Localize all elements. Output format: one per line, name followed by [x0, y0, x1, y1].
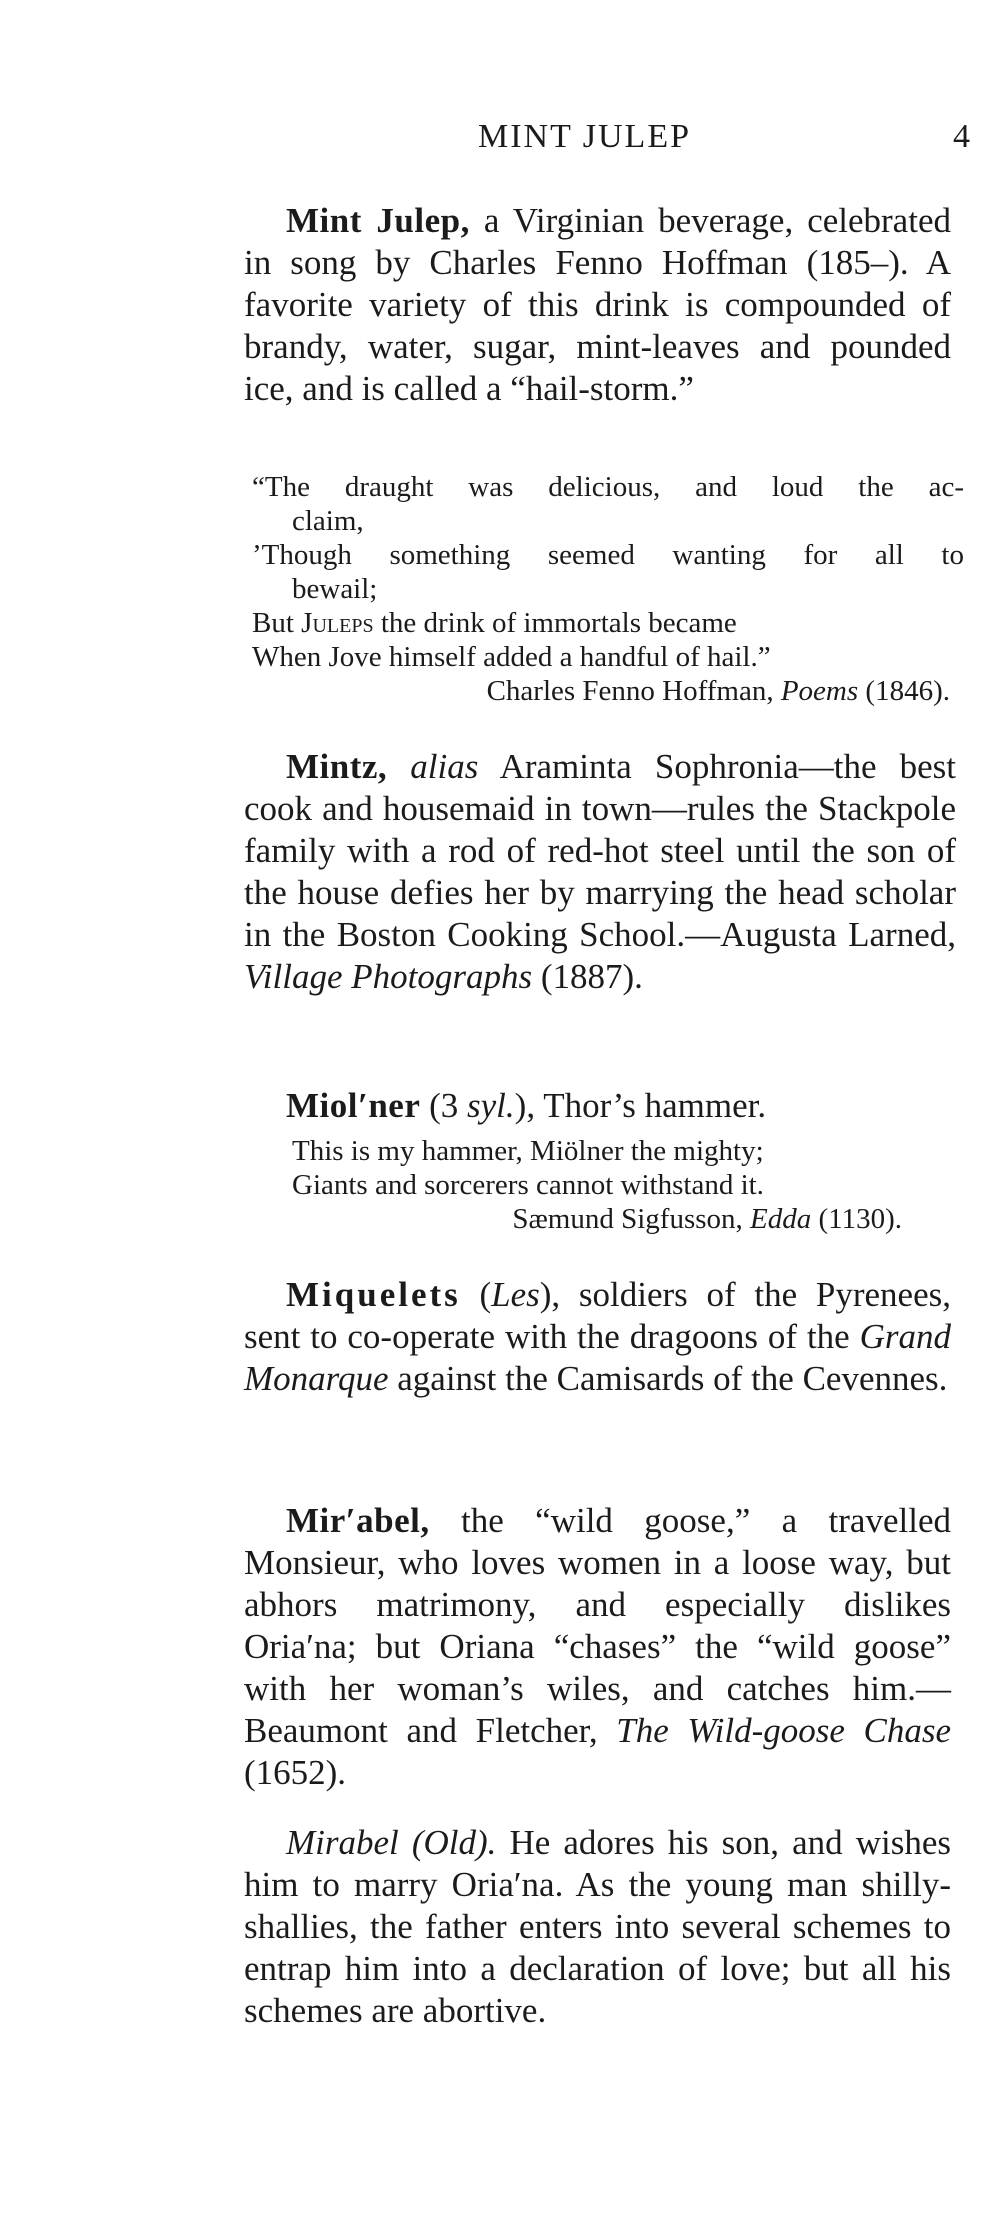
quote-attribution [292, 1202, 902, 1236]
entry-miquelets [244, 1274, 951, 1400]
entry-body [244, 1500, 951, 1794]
entry-body [244, 1822, 951, 2032]
attribution-year: (1130). [811, 1203, 902, 1235]
running-title: MINT JULEP [478, 118, 691, 155]
attribution-work: Edda [750, 1203, 812, 1235]
attribution-work: Poems [780, 675, 859, 707]
small-caps-word: Juleps [301, 607, 374, 639]
entry-text: ), Thor’s hammer. [514, 1086, 767, 1125]
entry-text: (1652). [244, 1753, 347, 1792]
headword: Mint Julep, [286, 201, 470, 240]
verse-line: ’Though something seemed wanting for all to [252, 539, 964, 571]
attribution-author: Charles Fenno Hoffman, [486, 675, 781, 707]
entry-mintz [244, 746, 956, 998]
alias-word: alias [410, 747, 479, 786]
attribution-year: (1846). [858, 675, 950, 707]
verse-line: Giants and sorcerers cannot withstand it. [292, 1169, 764, 1201]
attribution-author: Sæmund Sigfusson, [512, 1203, 751, 1235]
work-title: Village Photographs [244, 957, 533, 996]
verse-line: This is my hammer, Miölner the mighty; [292, 1135, 764, 1167]
entry-text: Araminta Sophronia—the best cook and housemaid in town—rules the Stackpole family with a rod of red-hot steel until the son of the house defies her by marrying the head scholar in the Boston Cooking School.—Augusta Larned, [244, 747, 956, 954]
page-number: 4 [953, 118, 970, 155]
verse-text: the drink of immortals became [373, 607, 737, 639]
entry-text: ( [460, 1275, 492, 1314]
abbreviation: syl. [467, 1086, 515, 1125]
headword: Mintz, [286, 747, 388, 786]
entry-text: (3 [420, 1086, 468, 1125]
entry-body [244, 746, 956, 998]
headword: Mirabel (Old). [286, 1823, 497, 1862]
entry-text: a Virginian beverage, celebrated in song by Charles Fenno Hoffman (185–). A favorite variety of this drink is compounded of brandy, water, sugar, mint-leaves and pounded ice, and is called a “hail-storm.” [244, 201, 951, 408]
entry-text: the “wild goose,” a travelled Monsieur, who loves women in a loose way, but abhors matrimony, and especially dislikes Oria′na; but Oriana “chases” the “wild goose” with her woman’s wiles, and catches him.—Beaumont and Fletcher, [244, 1501, 951, 1750]
headword: Miol′ner [286, 1086, 421, 1125]
entry-mirabel [244, 1500, 951, 1794]
verse-quote-mint-julep [252, 470, 964, 708]
entry-text: against the Camisards of the Cevennes. [388, 1359, 948, 1398]
work-title: Grand Monarque [244, 1317, 951, 1398]
verse-line: “The draught was delicious, and loud the ac- [252, 471, 964, 503]
entry-body [244, 1085, 951, 1127]
entry-text: ), soldiers of the Pyrenees, sent to co-operate with the dragoons of the [244, 1275, 952, 1356]
entry-body [244, 1274, 951, 1400]
entry-text: He adores his son, and wishes him to marry Oria′na. As the young man shilly-shallies, the father enters into several schemes to entrap him into a declaration of love; but all his schemes are abortive. [244, 1823, 951, 2030]
verse-line: claim, [292, 505, 364, 537]
entry-body [244, 200, 951, 410]
verse-line: When Jove himself added a handful of hail.” [252, 641, 771, 673]
verse-line: bewail; [292, 573, 378, 605]
entry-miolner [244, 1085, 951, 1127]
work-title: The Wild-goose Chase [616, 1711, 952, 1750]
entry-text: (1887). [532, 957, 643, 996]
quote-attribution [252, 674, 964, 708]
verse-line [252, 606, 964, 640]
entry-mirabel-old [244, 1822, 951, 2032]
running-head [0, 118, 1000, 166]
verse-quote-miolner [292, 1134, 902, 1236]
italic-word: Les [491, 1275, 540, 1314]
headword: Mir′abel, [286, 1501, 430, 1540]
verse-text: But [252, 607, 302, 639]
headword: Miquelets [286, 1275, 461, 1314]
entry-mint-julep [244, 200, 951, 410]
